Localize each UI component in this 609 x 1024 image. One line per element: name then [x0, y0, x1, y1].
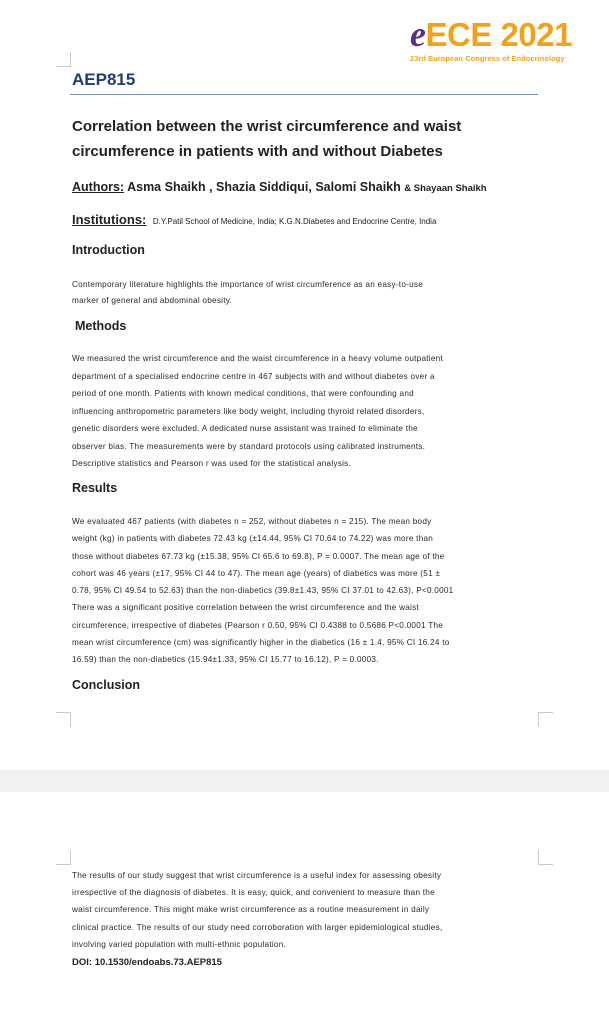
crop-mark [538, 850, 553, 865]
conclusion-heading: Conclusion [72, 678, 141, 692]
introduction-heading: Introduction [72, 243, 145, 257]
institutions-label: Institutions: [72, 212, 147, 227]
crop-mark [56, 52, 71, 67]
text-line: involving varied population with multi-ethnic population. [72, 939, 287, 949]
doi[interactable]: DOI: 10.1530/endoabs.73.AEP815 [72, 957, 222, 968]
crop-mark [56, 712, 71, 727]
logo-subtitle: 23rd European Congress of Endocrinology [410, 54, 565, 63]
text-line: weight (kg) in patients with diabetes 72.43 kg (±14.44, 95% CI 70.64 to 74.22) was more than [72, 534, 434, 544]
text-line: circumference, irrespective of diabetes (Pearson r 0.50, 95% CI 0.4388 to 0.5686 P<0.0001 The [72, 620, 444, 630]
text-line: 16.59) than the non-diabetics (15.94±1.33, 95% CI 15.77 to 16.12), P = 0.0003. [72, 655, 379, 665]
authors-label: Authors: [72, 180, 125, 194]
text-line: We evaluated 467 patients (with diabetes n = 252, without diabetes n = 215). The mean body [72, 517, 432, 526]
conclusion-text [72, 867, 540, 953]
text-line: irrespective of the diagnosis of diabetes. It is easy, quick, and convenient to measure than the [72, 888, 435, 898]
text-line: influencing anthropometric parameters like body weight, including thyroid related disorders, [72, 406, 425, 416]
results-heading: Results [72, 481, 118, 495]
text-line: those without diabetes 67.73 kg (±15.38, 95% CI 65.6 to 69.8), P = 0.0007. The mean age of the [72, 551, 445, 561]
institutions-value: D.Y.Patil School of Medicine, India; K.G.N.Diabetes and Endocrine Centre, India [152, 217, 437, 226]
text-line: clinical practice. The results of our study need corroboration with larger epidemiological studies, [72, 922, 443, 932]
text-line: There was a significant positive correlation between the wrist circumference and the waist [72, 603, 419, 613]
crop-mark [56, 850, 71, 865]
text-line: Contemporary literature highlights the importance of wrist circumference as an easy-to-use [72, 280, 424, 289]
paper-title: Correlation between the wrist circumference and waist circumference in patients with and without Diabetes [72, 118, 462, 160]
text-line: observer bias. The measurements were by standard protocols using calibrated instruments. [72, 441, 426, 451]
abstract-code: AEP815 [72, 70, 136, 89]
text-line: department of a specialised endocrine centre in 467 subjects with and without diabetes over a [72, 371, 435, 381]
text-line: Descriptive statistics and Pearson r was used for the statistical analysis. [72, 459, 352, 468]
text-line: cohort was 46 years (±17, 95% CI 44 to 47). The mean age (years) of diabetics was more (51 ± [72, 568, 441, 578]
methods-text [72, 350, 540, 473]
methods-heading: Methods [75, 319, 127, 333]
text-line: The results of our study suggest that wrist circumference is a useful index for assessing obesity [72, 871, 442, 880]
authors-last: & Shayaan Shaikh [404, 183, 487, 194]
text-line: waist circumference. This might make wrist circumference as a routine measurement in daily [72, 905, 430, 915]
authors-names: Asma Shaikh , Shazia Siddiqui, Salomi Shaikh [124, 180, 405, 194]
results-text [72, 513, 540, 669]
introduction-text [72, 277, 540, 308]
text-line: We measured the wrist circumference and the waist circumference in a heavy volume outpatient [72, 354, 443, 363]
text-line: genetic disorders were excluded. A dedicated nurse assistant was trained to eliminate the [72, 424, 418, 433]
text-line: marker of general and abdominal obesity. [72, 295, 233, 305]
ece-2021-logo [410, 16, 595, 66]
crop-mark [538, 712, 553, 727]
text-line: 0.78, 95% CI 49.54 to 52.63) than the non-diabetics (39.8±1.43, 95% CI 37.01 to 42.63), P<0.0001 [72, 586, 454, 596]
logo-e: e [410, 14, 426, 54]
text-line: period of one month. Patients with known medical conditions, that were confounding and [72, 389, 414, 398]
logo-text: ECE 2021 [425, 16, 572, 53]
header-divider [70, 94, 538, 95]
authors-line [72, 180, 487, 194]
text-line: mean wrist circumference (cm) was significantly higher in the diabetics (16 ± 1.4, 95% CI 16.24 to [72, 638, 450, 648]
institutions-line [72, 211, 436, 229]
